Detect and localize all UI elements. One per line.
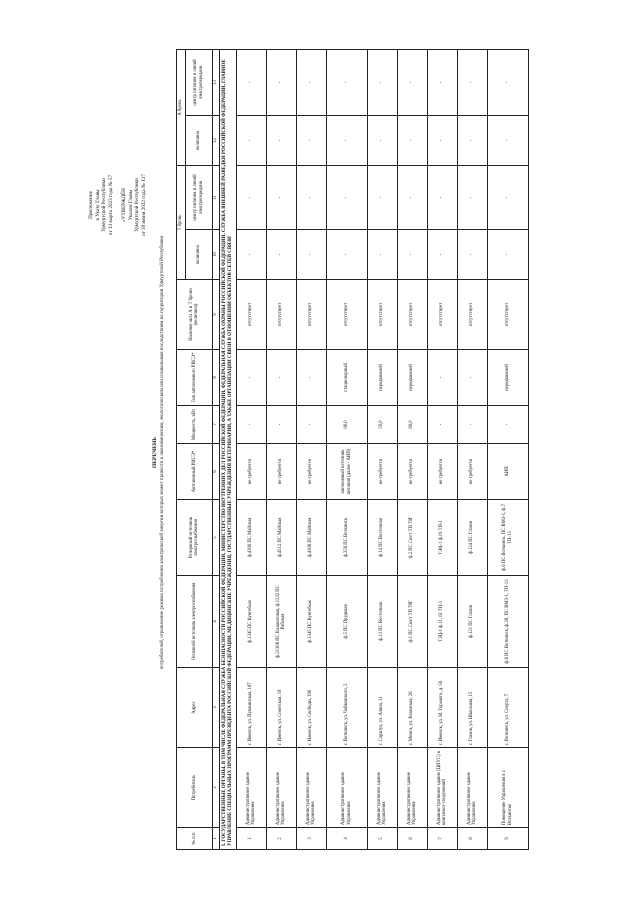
- row-a-center: -: [427, 49, 457, 115]
- row-address: г. Глазов, ул. Школьная, 15: [457, 668, 487, 748]
- row-rise-type: стационарный: [326, 350, 367, 406]
- row-t-center: -: [236, 165, 266, 229]
- row-consumer: Административное здание Управления: [296, 748, 326, 828]
- approved-line: Удмуртской Республики: [134, 178, 141, 232]
- row-t-value: -: [266, 230, 296, 280]
- header-main-source: Основной источник электроснабжения: [177, 576, 213, 668]
- row-a-center: -: [266, 49, 296, 115]
- row-power: 60,0: [397, 406, 427, 444]
- header-t-value: величина: [185, 230, 212, 280]
- approval-line: Удмуртской Республики: [101, 178, 108, 232]
- row-autonomous: не требуется: [427, 444, 457, 500]
- row-t-center: -: [326, 165, 367, 229]
- row-a-value: -: [427, 115, 457, 165]
- row-number: 3: [296, 828, 326, 850]
- row-rise-type: передвижной: [397, 350, 427, 406]
- row-autonomous: не требуется: [266, 444, 296, 500]
- row-a-center: -: [457, 49, 487, 115]
- row-rise-type: передвижной: [487, 350, 528, 406]
- row-number: 1: [236, 828, 266, 850]
- row-consumer: Административное здание Управления: [266, 748, 296, 828]
- row-consumer: Административное здание Управления: [397, 748, 427, 828]
- row-a-center: -: [236, 49, 266, 115]
- row-t-value: -: [397, 230, 427, 280]
- row-consumer: Административное здание Управления: [367, 748, 397, 828]
- row-a-center: -: [296, 49, 326, 115]
- row-act: отсутствует: [457, 280, 487, 350]
- header-a-value: величина: [185, 115, 212, 165]
- row-rise-type: -: [296, 350, 326, 406]
- table-row: [367, 49, 397, 849]
- row-main-source: ф.13 ПС Восточная: [367, 576, 397, 668]
- column-number: 13: [212, 49, 219, 115]
- row-power: 80,0: [326, 406, 367, 444]
- row-t-value: -: [367, 230, 397, 280]
- row-power: -: [487, 406, 528, 444]
- row-a-value: -: [487, 115, 528, 165]
- approval-line: от 13 марта 2023 года № 57: [107, 174, 114, 236]
- column-number: 8: [212, 350, 219, 406]
- row-rise-type: -: [427, 350, 457, 406]
- row-power: -: [236, 406, 266, 444]
- column-number: 12: [212, 115, 219, 165]
- table-row: [326, 49, 367, 849]
- row-act: отсутствует: [326, 280, 367, 350]
- approval-line: Приложение: [88, 191, 94, 219]
- row-reserve-source: ф.6 ПС Воткинск, ПС ВМЗ-1, ф.7 ТП-13: [487, 500, 528, 576]
- section-row: [219, 49, 236, 849]
- row-t-center: -: [296, 165, 326, 229]
- row-a-value: -: [397, 115, 427, 165]
- row-autonomous: не требуется: [457, 444, 487, 500]
- row-address: г. Можга, ул. Казанская, 26: [397, 668, 427, 748]
- column-number-row: [212, 49, 219, 849]
- column-number: 1: [212, 828, 219, 850]
- header-a-center: центр питания и линий электропередачи: [185, 49, 212, 115]
- row-reserve-source: ТЭЦ-1 ф.19 ТП-1: [427, 500, 457, 576]
- row-consumer: Административное здание Управления: [457, 748, 487, 828]
- table-row: [236, 49, 266, 849]
- header-rise-type: Тип автономного РИСЭ*: [177, 350, 213, 406]
- row-main-source: ф.6 ПС Воткинск, ф.28, ПС ВМЗ-1, ТП-13: [487, 576, 528, 668]
- row-a-value: -: [326, 115, 367, 165]
- row-rise-type: -: [266, 350, 296, 406]
- row-t-value: -: [457, 230, 487, 280]
- row-a-value: -: [266, 115, 296, 165]
- row-t-center: -: [266, 165, 296, 229]
- row-act: отсутствует: [487, 280, 528, 350]
- row-t-center: -: [397, 165, 427, 229]
- row-number: 9: [487, 828, 528, 850]
- header-emerg-bron: А бронь: [177, 49, 186, 165]
- row-consumer: Помещение Управления в г. Воткинске: [487, 748, 528, 828]
- header-address: Адрес: [177, 668, 213, 748]
- header-t-center: центр питания и линий электропередачи: [185, 165, 212, 229]
- row-t-value: -: [236, 230, 266, 280]
- row-a-value: -: [367, 115, 397, 165]
- row-number: 8: [457, 828, 487, 850]
- row-number: 4: [326, 828, 367, 850]
- row-address: г. Ижевск, ул. Советская, 18: [266, 668, 296, 748]
- row-address: г. Ижевск, ул. М. Горького, д. 56: [427, 668, 457, 748]
- row-reserve-source: ф.14 ПС Восточная: [367, 500, 397, 576]
- row-address: г. Воткинск, ул. Чайковского, 2: [326, 668, 367, 748]
- column-number: 11: [212, 165, 219, 229]
- row-act: отсутствует: [397, 280, 427, 350]
- row-autonomous: не требуется: [397, 444, 427, 500]
- row-autonomous: АИП: [487, 444, 528, 500]
- approved-line: «УТВЕРЖДЁН: [121, 188, 127, 222]
- column-number: 10: [212, 230, 219, 280]
- row-main-source: ф.21306 ПС Казанатовая, ф.1232 ПС Рабочая: [266, 576, 296, 668]
- document-subtitle: потребителей, ограничение режима потребления электрической энергии которых может привести к экономическим, экологическим или социальным последствиям на территории Удмуртской Республики: [160, 235, 165, 670]
- approved-line: Указом Главы: [127, 189, 134, 221]
- table-row: [397, 49, 427, 849]
- column-number: 5: [212, 500, 219, 576]
- row-main-source: ф.121 ПС Глазов: [457, 576, 487, 668]
- row-a-value: -: [296, 115, 326, 165]
- row-number: 5: [367, 828, 397, 850]
- row-reserve-source: ф.4306 ПС Майская: [236, 500, 266, 576]
- header-reserve-source: Резервный источник электроснабжения: [177, 500, 213, 576]
- row-number: 7: [427, 828, 457, 850]
- row-reserve-source: ф.124 ПС Глазов: [457, 500, 487, 576]
- row-main-source: ф.1345 ПС Кунгебыж: [236, 576, 266, 668]
- header-autonomous: Автономный РИСЭ*: [177, 444, 213, 500]
- header-act: Наличие акта А и Т брони (величина): [177, 280, 213, 350]
- row-t-center: -: [457, 165, 487, 229]
- approved-line: от 30 июня 2022 года № 127: [140, 173, 147, 237]
- row-reserve-source: ф.4306 ПС Майская: [296, 500, 326, 576]
- column-number: 7: [212, 406, 219, 444]
- header-num: № п/п: [177, 828, 213, 850]
- row-autonomous: не требуется: [367, 444, 397, 500]
- row-t-center: -: [427, 165, 457, 229]
- row-main-source: ТЭЦ-1 ф.11, 61 ТП-1: [427, 576, 457, 668]
- column-number: 4: [212, 576, 219, 668]
- row-consumer: Административное здание Управления: [236, 748, 266, 828]
- table-row: [457, 49, 487, 849]
- approval-line: к Указу Главы: [94, 189, 101, 221]
- row-act: отсутствует: [236, 280, 266, 350]
- row-main-source: ф.1345 ПС Кунгебыж: [296, 576, 326, 668]
- row-act: отсутствует: [367, 280, 397, 350]
- row-autonomous: не требуется: [236, 444, 266, 500]
- approved-block: [121, 130, 147, 280]
- header-tech-bron: Т бронь: [177, 165, 186, 279]
- table-row: [487, 49, 528, 849]
- row-autonomous: не требуется: [296, 444, 326, 500]
- consumers-table: [176, 49, 529, 850]
- column-number: 6: [212, 444, 219, 500]
- row-power: -: [427, 406, 457, 444]
- row-power: 50,0: [367, 406, 397, 444]
- row-a-center: -: [397, 49, 427, 115]
- row-t-value: -: [326, 230, 367, 280]
- row-rise-type: -: [236, 350, 266, 406]
- row-address: г. Ижевск, ул. Пушкинская, 187: [236, 668, 266, 748]
- row-a-value: -: [457, 115, 487, 165]
- section-title: I. ГОСУДАРСТВЕННЫЕ ОРГАНЫ, В ТОМ ЧИСЛЕ ФЕДЕРАЛЬНАЯ СЛУЖБА БЕЗОПАСНОСТИ РОССИЙСКОЙ ФЕДЕРАЦИИ, МИНИСТЕРСТВО ВНУТРЕННИХ ДЕЛ РОССИЙСКОЙ ФЕДЕРАЦИИ, ФЕДЕРАЛЬНАЯ СЛУЖБА ОХРАНЫ РОССИЙСКОЙ ФЕДЕРАЦИИ, СЛУЖБА ВНЕШНЕЙ РАЗВЕДКИ РОССИЙСКОЙ ФЕДЕРАЦИИ, ГЛАВНОЕ УПРАВЛЕНИЕ СПЕЦИАЛЬНЫХ ПРОГРАММ ПРЕЗИДЕНТА РОССИЙСКОЙ ФЕДЕРАЦИИ, МЕДИЦИНСКИЕ УЧРЕЖДЕНИЯ, ГОСУДАРСТВЕННЫЕ УЧРЕЖДЕНИЯ ВЕТЕРИНАРИИ, А ТАКЖЕ ОРГАНИЗАЦИИ СВЯЗИ В ОТНОШЕНИИ ОБЪЕКТОВ СЕТЕЙ СВЯЗИ: [219, 49, 236, 849]
- header-row: [177, 49, 186, 849]
- document-title: ПЕРЕЧЕНЬ: [152, 436, 158, 469]
- row-consumer: Административное здание (ЦПУС) в комплексе сооружений: [427, 748, 457, 828]
- row-act: отсутствует: [427, 280, 457, 350]
- row-reserve-source: ф.4512 ПС Майская: [266, 500, 296, 576]
- column-number: 3: [212, 668, 219, 748]
- table-row: [427, 49, 457, 849]
- row-a-value: -: [236, 115, 266, 165]
- row-autonomous: автономный источник питания (далее - АИП): [326, 444, 367, 500]
- row-number: 6: [397, 828, 427, 850]
- row-t-value: -: [296, 230, 326, 280]
- row-rise-type: -: [457, 350, 487, 406]
- row-address: г. Воткинск, ул. Спорта, 7: [487, 668, 528, 748]
- row-t-value: -: [427, 230, 457, 280]
- row-reserve-source: ф.256 ПС Воткинск: [326, 500, 367, 576]
- header-consumer: Потребитель: [177, 748, 213, 828]
- column-number: 9: [212, 280, 219, 350]
- row-a-center: -: [367, 49, 397, 115]
- row-main-source: ф.1 ПС Сюгт ТП 78Г: [397, 576, 427, 668]
- row-a-center: -: [326, 49, 367, 115]
- row-power: -: [457, 406, 487, 444]
- row-act: отсутствует: [296, 280, 326, 350]
- row-rise-type: передвижной: [367, 350, 397, 406]
- row-power: -: [296, 406, 326, 444]
- row-reserve-source: ф.2 ПС Сюгт ТП 78Г: [397, 500, 427, 576]
- column-number: 2: [212, 748, 219, 828]
- row-consumer: Административное здание Управления: [326, 748, 367, 828]
- row-power: -: [266, 406, 296, 444]
- table-row: [266, 49, 296, 849]
- row-address: г. Ижевск, ул. Свободы, 190: [296, 668, 326, 748]
- row-address: г. Сарапул, ул. Азина, 31: [367, 668, 397, 748]
- row-t-center: -: [367, 165, 397, 229]
- row-main-source: ф.5 ПС Прудовая: [326, 576, 367, 668]
- row-t-center: -: [487, 165, 528, 229]
- approval-block: [88, 130, 114, 280]
- table-row: [296, 49, 326, 849]
- row-act: отсутствует: [266, 280, 296, 350]
- header-power: Мощность, кВт: [177, 406, 213, 444]
- row-number: 2: [266, 828, 296, 850]
- row-a-center: -: [487, 49, 528, 115]
- row-t-value: -: [487, 230, 528, 280]
